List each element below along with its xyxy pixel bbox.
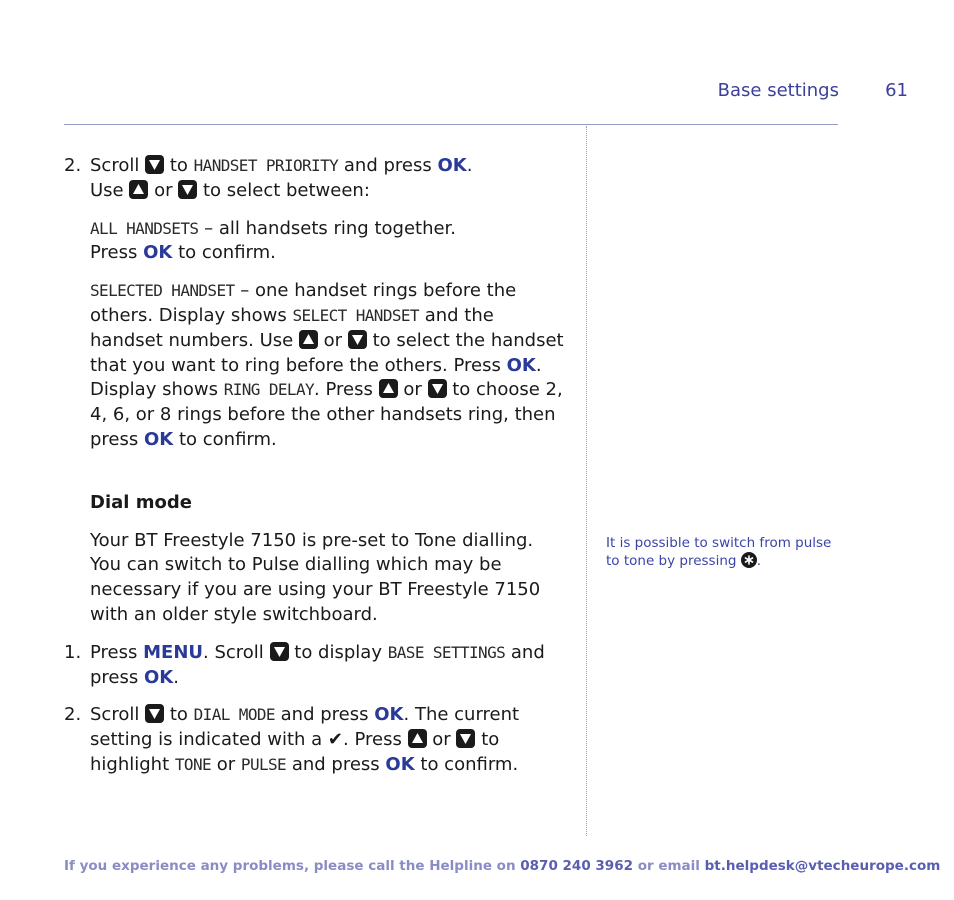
section-heading: Dial mode — [90, 491, 192, 513]
section-title: Base settings — [717, 80, 839, 101]
text: – one handset rings before the others. Display shows — [90, 280, 517, 326]
display-text: ALL HANDSETS — [90, 218, 199, 238]
up-arrow-key-icon — [129, 180, 148, 199]
dial-mode-detail: You can switch to Pulse dialling which may be necessary if you are using your BT Freestyle 7150 with an older style switchboard. — [90, 554, 541, 625]
text: or — [432, 729, 451, 751]
page-number: 61 — [885, 80, 908, 101]
display-text: SELECTED HANDSET — [90, 281, 235, 301]
header-rule — [64, 124, 838, 125]
text: to — [169, 155, 188, 176]
star-key-icon — [741, 552, 757, 568]
dial-mode-intro: Your BT Freestyle 7150 is pre-set to Tone dialling. — [90, 529, 534, 551]
ok-key-label: OK — [506, 354, 536, 376]
option-all-handsets — [64, 217, 572, 267]
text: and press — [291, 753, 380, 775]
text: . — [173, 666, 179, 688]
up-arrow-key-icon — [379, 379, 398, 398]
side-note-text: It is possible to switch from pulse to tone by pressing — [606, 535, 832, 569]
up-arrow-key-icon — [299, 330, 318, 349]
text: or — [154, 179, 173, 201]
text: . Press — [314, 379, 373, 401]
text: to display — [294, 641, 382, 663]
down-arrow-key-icon — [428, 379, 447, 398]
text: Scroll — [90, 155, 140, 176]
text: Use — [90, 179, 124, 201]
step-menu — [64, 641, 572, 691]
display-text: PULSE — [240, 754, 287, 774]
down-arrow-key-icon — [270, 642, 289, 661]
option-selected-handset — [64, 279, 572, 453]
text: . — [756, 553, 762, 569]
text: or — [323, 329, 343, 351]
ok-key-label: OK — [144, 666, 174, 688]
text: . — [466, 155, 473, 176]
side-note — [606, 534, 836, 570]
text: Press — [90, 242, 138, 264]
text: . The current setting is indicated with a ✔. Press — [90, 704, 520, 751]
ok-key-label: OK — [143, 242, 173, 264]
display-text: HANDSET PRIORITY — [193, 156, 339, 175]
text: – all handsets ring together. — [198, 217, 457, 239]
ok-key-label: OK — [144, 428, 174, 450]
display-text: SELECT HANDSET — [292, 305, 419, 325]
step-text — [90, 154, 572, 204]
text: Press — [90, 641, 138, 663]
footer-text: or email — [637, 858, 700, 874]
down-arrow-key-icon — [178, 180, 197, 199]
step-number: 2. — [64, 704, 82, 726]
up-arrow-key-icon — [408, 729, 427, 748]
menu-key-label: MENU — [143, 641, 203, 663]
text: and press — [90, 641, 545, 688]
helpline-number: 0870 240 3962 — [520, 858, 633, 874]
column-divider — [586, 126, 587, 836]
text: and press — [343, 155, 432, 176]
ok-key-label: OK — [374, 704, 404, 726]
down-arrow-key-icon — [145, 704, 164, 723]
helpdesk-email: bt.helpdesk@vtecheurope.com — [704, 858, 941, 874]
down-arrow-key-icon — [348, 330, 367, 349]
text: and the handset numbers. Use — [90, 304, 494, 351]
text: to confirm. — [178, 428, 277, 450]
footer-text: If you experience any problems, please call the Helpline on — [64, 858, 516, 874]
step-handset-priority — [64, 154, 572, 204]
dial-mode-section — [64, 491, 572, 628]
down-arrow-key-icon — [145, 155, 164, 174]
display-text: DIAL MODE — [193, 705, 275, 725]
display-text: RING DELAY — [223, 380, 315, 400]
text: to select between: — [203, 179, 370, 201]
ok-key-label: OK — [437, 155, 467, 176]
down-arrow-key-icon — [456, 729, 475, 748]
text: Scroll — [90, 704, 140, 726]
page-header — [64, 80, 910, 106]
text: to confirm. — [178, 242, 276, 264]
text: . Scroll — [203, 641, 264, 663]
text: and press — [280, 704, 369, 726]
text: to highlight — [90, 729, 500, 775]
text: to — [169, 704, 188, 726]
footer — [64, 858, 941, 874]
text: or — [216, 753, 236, 775]
text: or — [403, 379, 422, 401]
text: to confirm. — [420, 753, 519, 775]
display-text: BASE SETTINGS — [387, 642, 506, 662]
step-number: 2. — [64, 155, 82, 176]
display-text: TONE — [174, 754, 212, 774]
main-column — [64, 154, 572, 778]
text: . Display shows — [90, 354, 542, 401]
ok-key-label: OK — [385, 753, 415, 775]
text: to select the handset that you want to ring before the others. Press — [90, 329, 564, 376]
step-number: 1. — [64, 641, 82, 663]
text: to choose 2, 4, 6, or 8 rings before the other handsets ring, then press — [90, 379, 563, 450]
step-dial-mode — [64, 703, 572, 777]
